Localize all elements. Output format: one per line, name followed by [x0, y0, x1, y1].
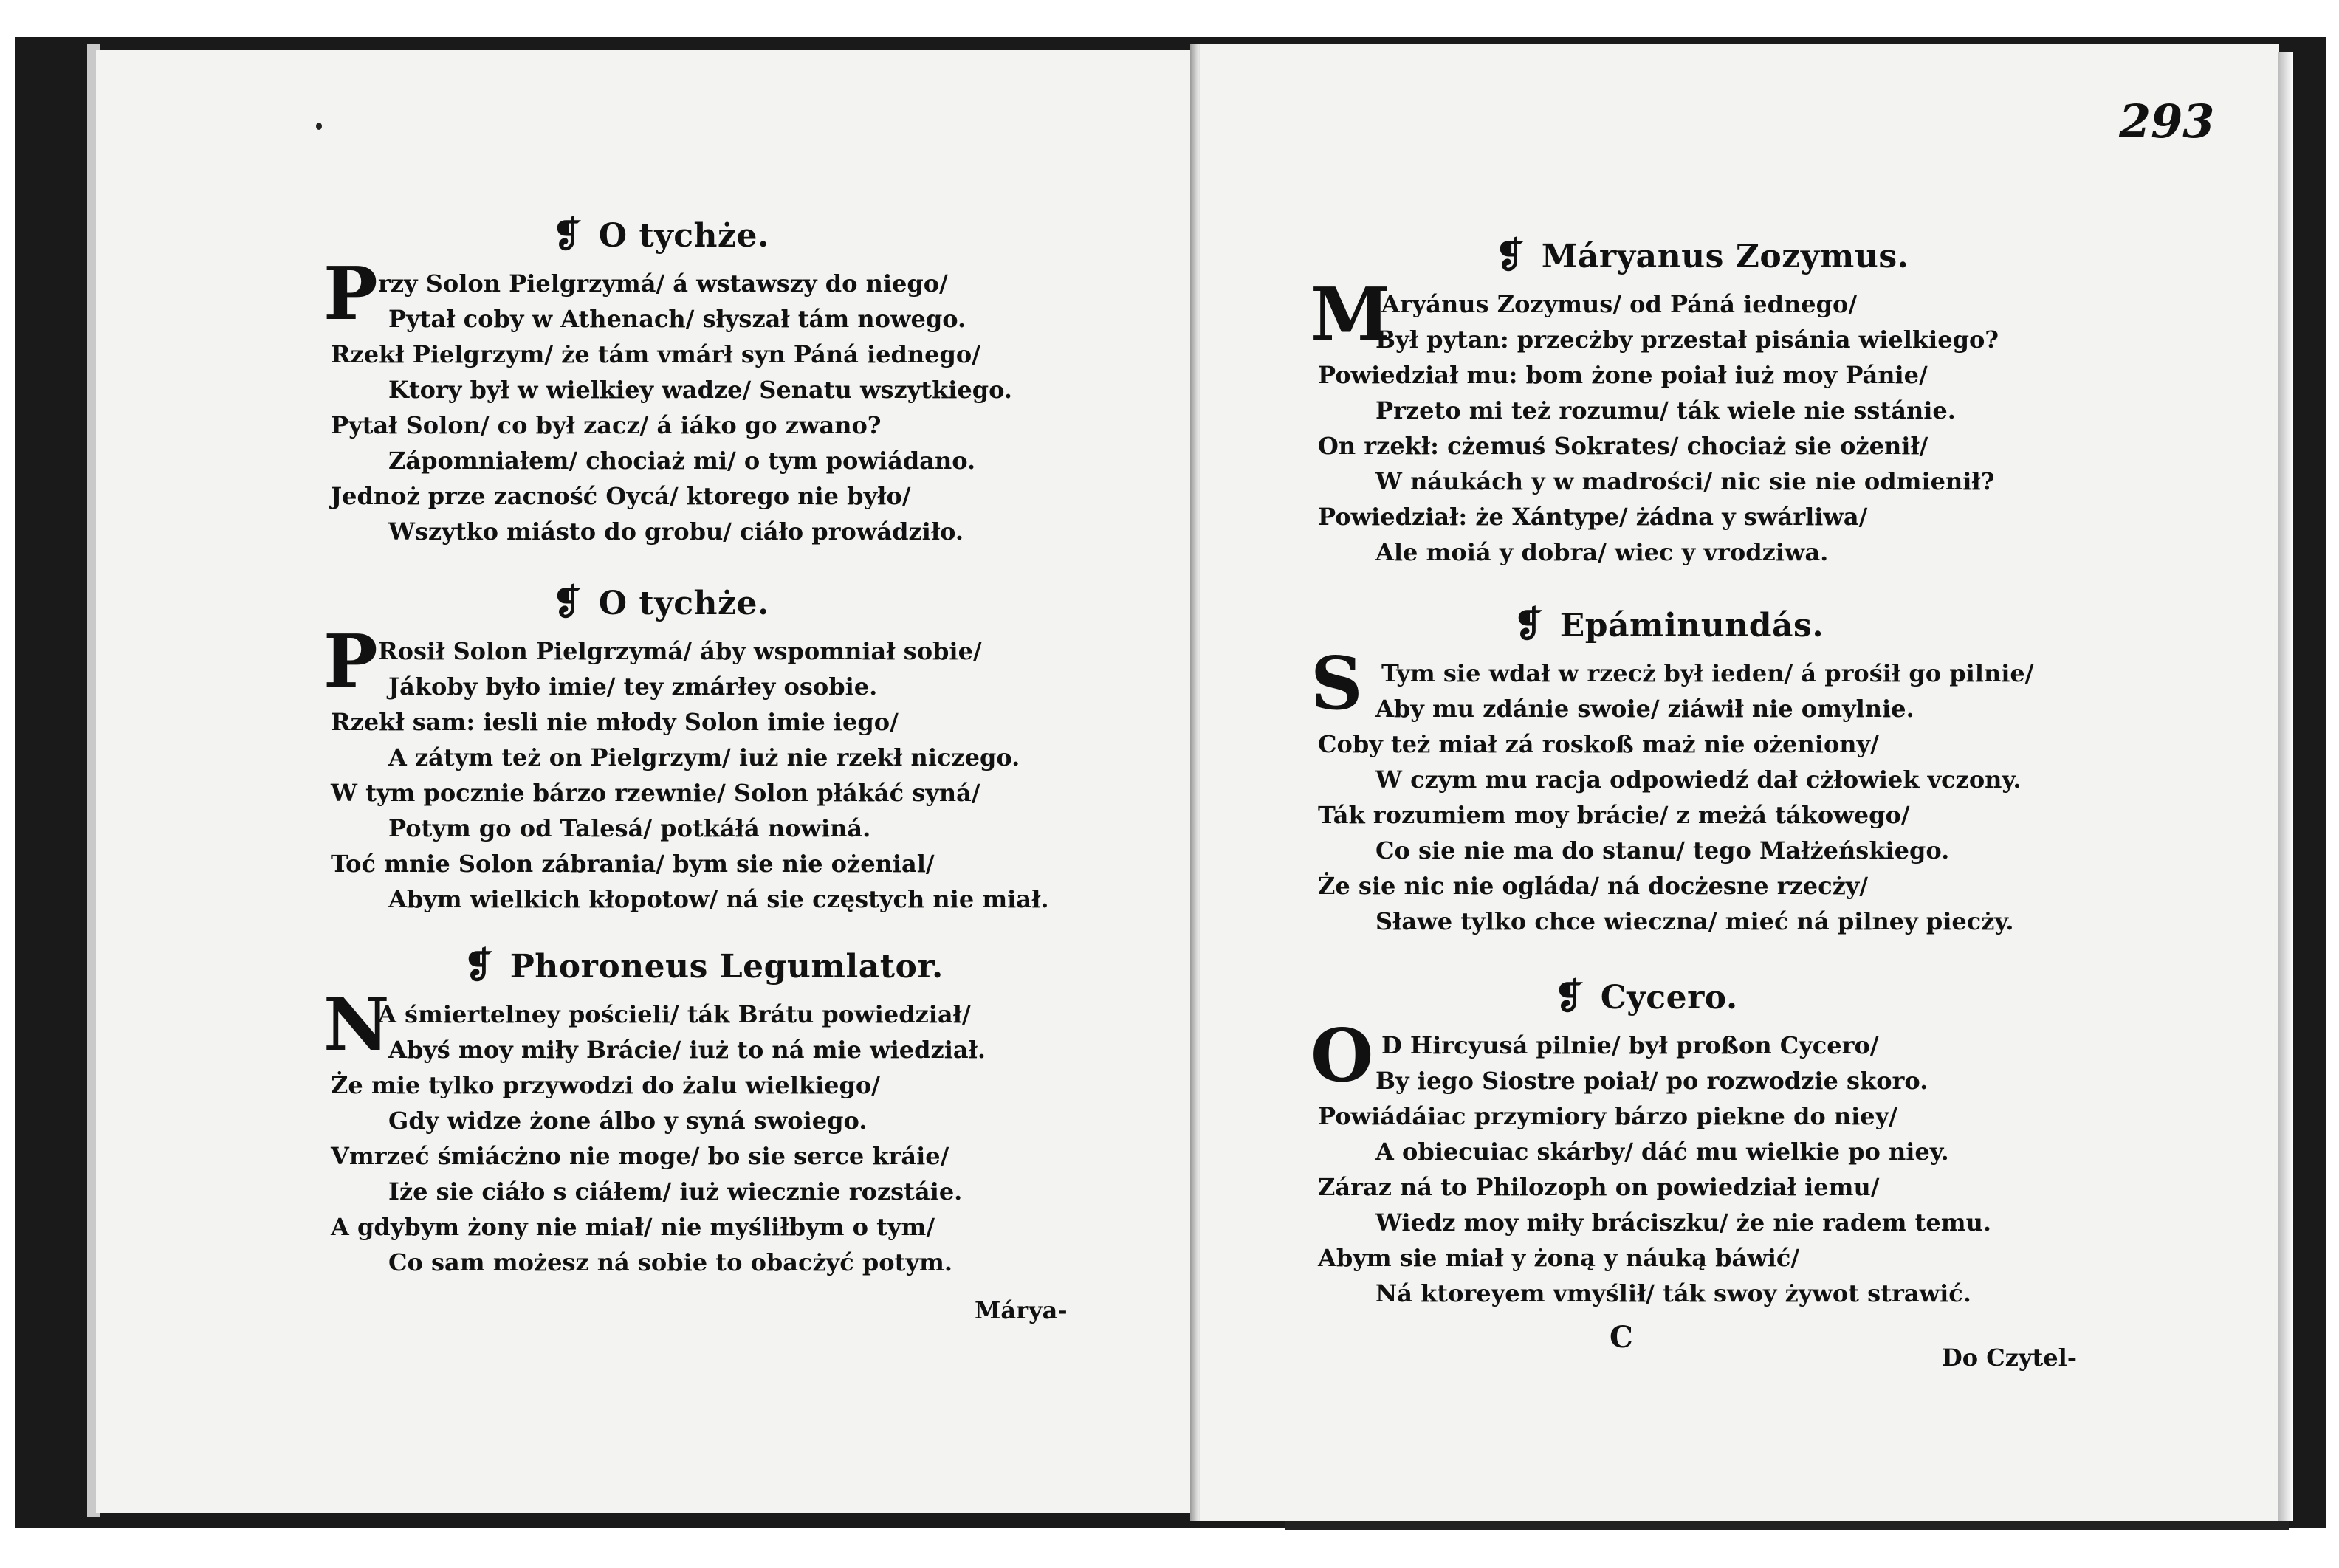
- verse-line: A gdybym żony nie miał/ nie myśliłbym o tym/: [331, 1213, 935, 1241]
- verse-line: Toć mnie Solon zábrania/ bym sie nie ożenial/: [331, 850, 935, 878]
- signature-mark: C: [1610, 1320, 1633, 1355]
- verse-line: Ták rozumiem moy brácie/ z meżá tákowego/: [1318, 801, 1910, 829]
- verse-line: Gdy widze żone álbo y syná swoiego.: [388, 1107, 868, 1135]
- initial-letter: P: [323, 252, 378, 337]
- initial-letter: M: [1311, 272, 1391, 357]
- verse-block: [1311, 642, 2034, 939]
- verse-line: Przeto mi też rozumu/ ták wiele nie sstánie.: [1375, 396, 1956, 424]
- verse-line: Wiedz moy miły bráciszku/ że nie radem temu.: [1375, 1208, 1991, 1237]
- verse-block: [323, 252, 1013, 549]
- verse-line: W náukách y w madrości/ nic sie nie odmienił?: [1375, 467, 1995, 495]
- verse-line: Abym sie miał y żoną y náuką báwić/: [1318, 1244, 1800, 1272]
- verse-block: [1311, 272, 1999, 570]
- verse-block: [1311, 1014, 1991, 1311]
- verse-line: Iże sie ciáło s ciáłem/ iuż wiecznie rozstáie.: [388, 1177, 963, 1206]
- section-heading: [1514, 604, 2033, 645]
- heading-text: Máryanus Zozymus.: [1541, 238, 1909, 275]
- catchword: Do Czytel-: [1942, 1344, 2078, 1372]
- heading-text: Phoroneus Legumlator.: [509, 948, 944, 986]
- verse-line: Co sie nie ma do stanu/ tego Małżeńskiego.: [1375, 836, 1950, 864]
- verse-line: Powiedział mu: bom żone poiał iuż moy Pánie/: [1318, 361, 1928, 389]
- verse-line: Vmrzeć śmiácżno nie moge/ bo sie serce kráie/: [331, 1142, 949, 1170]
- verse-line: A obiecuiac skárby/ dáć mu wielkie po niey.: [1375, 1138, 1949, 1166]
- pilcrow-icon: ❡: [1495, 235, 1525, 276]
- verse-line: A zátym też on Pielgrzym/ iuż nie rzekł niczego.: [388, 743, 1020, 771]
- verse-line: Wszytko miásto do grobu/ ciáło prowádziło.: [388, 517, 964, 546]
- heading-text: O tychże.: [598, 585, 769, 622]
- verse-line: Rzekł Pielgrzym/ że tám vmárł syn Páná iednego/: [331, 340, 980, 368]
- verse-line: Powiedział: że Xántype/ żádna y swárliwa/: [1318, 503, 1868, 531]
- verse-line-text: A śmiertelney pościeli/ ták Brátu powiedział/: [378, 1000, 971, 1028]
- verse-line: W tym pocznie bárzo rzewnie/ Solon płákáć syná/: [331, 779, 980, 807]
- heading-text: Epáminundás.: [1559, 607, 1824, 644]
- heading-text: O tychże.: [598, 217, 769, 255]
- verse-line: Jákoby było imie/ tey zmárłey osobie.: [388, 673, 878, 701]
- right-page: [1200, 44, 2279, 1521]
- verse-line: Potym go od Talesá/ potkáłá nowiná.: [388, 814, 871, 842]
- right-section-1: [1311, 235, 1999, 570]
- ink-speck: [316, 123, 322, 130]
- verse-line: Pytał coby w Athenach/ słyszał tám nowego.: [388, 305, 966, 333]
- verse-line: Co sam możesz ná sobie to obacżyć potym.: [388, 1248, 952, 1276]
- verse-line: W czym mu racja odpowiedź dał cżłowiek vczony.: [1375, 766, 2022, 794]
- verse-line: Abyś moy miły Brácie/ iuż to ná mie wiedział.: [388, 1036, 986, 1064]
- left-page: [96, 50, 1195, 1513]
- verse-line-text: Tym sie wdał w rzecż był ieden/ á prośił go pilnie/: [1381, 659, 2034, 687]
- pilcrow-icon: ❡: [552, 214, 583, 255]
- verse-line: Ale moiá y dobra/ wiec y vrodziwa.: [1375, 538, 1829, 566]
- verse-line: Aby mu zdánie swoie/ ziáwił nie omylnie.: [1375, 695, 1914, 723]
- left-section-3: [323, 945, 986, 1280]
- verse-line-text: Rosił Solon Pielgrzymá/ áby wspomniał sobie/: [378, 637, 982, 665]
- folio-number: 293: [2119, 94, 2215, 148]
- verse-line: Jednoż prze zacność Oycá/ ktorego nie było/: [331, 482, 911, 510]
- initial-letter: O: [1311, 1014, 1374, 1098]
- verse-line: By iego Siostre poiał/ po rozwodzie skoro.: [1375, 1067, 1928, 1095]
- initial-letter: N: [323, 983, 390, 1067]
- verse-line: Zápomniałem/ chociaż mi/ o tym powiádano.: [388, 447, 976, 475]
- verse-line: Pytał Solon/ co był zacz/ á iáko go zwano?: [331, 411, 882, 439]
- pilcrow-icon: ❡: [1554, 976, 1584, 1017]
- section-heading: [1554, 976, 1991, 1017]
- verse-line: On rzekł: cżemuś Sokrates/ chociaż sie ożenił/: [1318, 432, 1928, 460]
- verse-line: Powiádáiac przymiory bárzo piekne do niey/: [1318, 1102, 1897, 1130]
- section-heading: [552, 582, 1049, 623]
- verse-line: Abym wielkich kłopotow/ ná sie częstych nie miał.: [388, 885, 1049, 913]
- verse-line: Ktory był w wielkiey wadze/ Senatu wszytkiego.: [388, 376, 1013, 404]
- right-section-3: [1311, 976, 1991, 1311]
- left-section-2: [323, 582, 1049, 917]
- verse-line-text: Aryánus Zozymus/ od Páná iednego/: [1381, 290, 1857, 318]
- verse-line: Záraz ná to Philozoph on powiedział iemu/: [1318, 1173, 1880, 1201]
- verse-line: Że sie nic nie ogláda/ ná docżesne rzecży/: [1318, 872, 1869, 900]
- verse-line: Rzekł sam: iesli nie młody Solon imie iego/: [331, 708, 899, 736]
- catchword: Márya-: [975, 1296, 1068, 1324]
- right-section-2: [1311, 604, 2034, 939]
- section-heading: [464, 945, 986, 986]
- pilcrow-icon: ❡: [1514, 604, 1544, 645]
- left-section-1: [323, 214, 1013, 549]
- verse-line: Ná ktoreyem vmyślił/ ták swoy żywot strawić.: [1375, 1279, 1971, 1307]
- verse-line: Sławe tylko chce wieczna/ mieć ná pilney piecży.: [1375, 907, 2014, 935]
- verse-line-text: rzy Solon Pielgrzymá/ á wstawszy do niego/: [378, 269, 948, 298]
- heading-text: Cycero.: [1600, 979, 1738, 1017]
- pilcrow-icon: ❡: [552, 582, 583, 623]
- verse-line: Że mie tylko przywodzi do żalu wielkiego/: [331, 1071, 880, 1099]
- pilcrow-icon: ❡: [464, 945, 494, 986]
- verse-block: [323, 619, 1049, 917]
- section-heading: [1495, 235, 1999, 276]
- verse-block: [323, 983, 986, 1280]
- verse-line-text: D Hircyusá pilnie/ był proßon Cycero/: [1381, 1031, 1879, 1059]
- verse-line: Był pytan: przecżby przestał pisánia wielkiego?: [1375, 326, 1999, 354]
- initial-letter: S: [1311, 642, 1363, 726]
- bottom-page-edge: [1285, 1521, 2289, 1530]
- initial-letter: P: [323, 619, 378, 704]
- verse-line: Coby też miał zá roskoß maż nie ożeniony/: [1318, 730, 1879, 758]
- right-page-edge: [2278, 52, 2293, 1521]
- section-heading: [552, 214, 1012, 255]
